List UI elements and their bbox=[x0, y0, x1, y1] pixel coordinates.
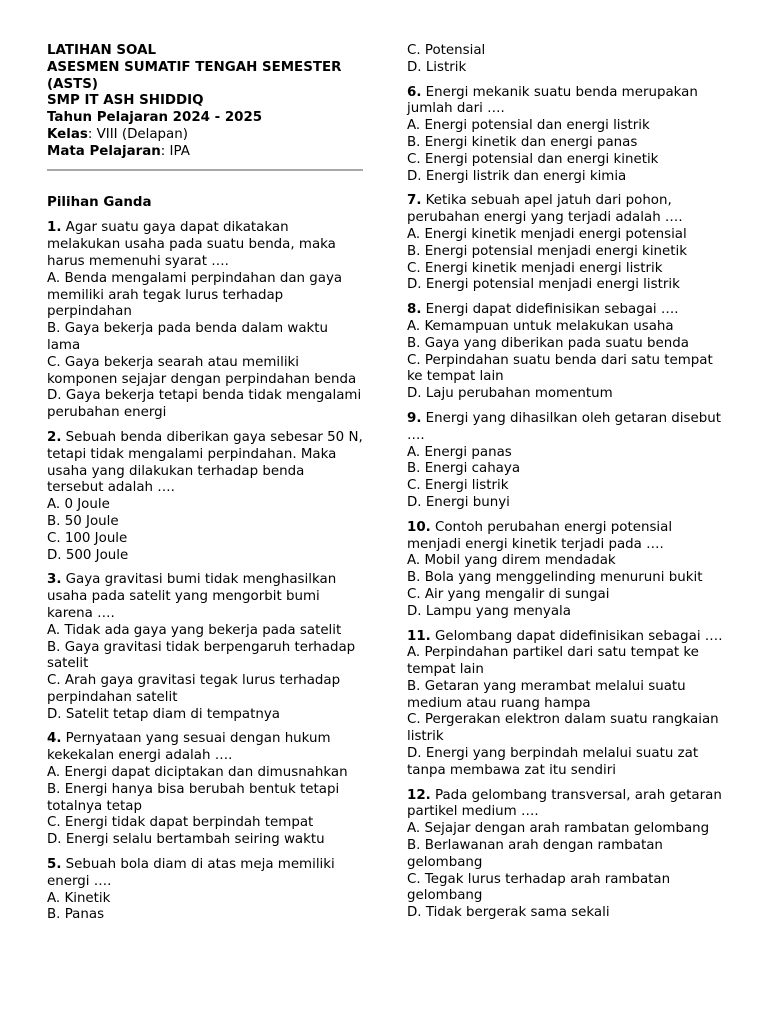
right-column bbox=[407, 43, 725, 930]
option-c: C. Tegak lurus terhadap arah rambatan gelombang bbox=[407, 871, 671, 904]
question-4 bbox=[47, 731, 363, 849]
question-text: Gaya gravitasi bumi tidak menghasilkan usaha pada satelit yang mengorbit bumi karena …. bbox=[47, 572, 337, 621]
question-12 bbox=[407, 788, 725, 922]
option-a: A. Energi potensial dan energi listrik bbox=[407, 118, 650, 134]
question-text: Gelombang dapat didefinisikan sebagai …. bbox=[430, 628, 723, 644]
option-c: C. Air yang mengalir di sungai bbox=[407, 586, 610, 602]
option-a: A. Energi panas bbox=[407, 444, 512, 460]
question-7 bbox=[407, 193, 725, 294]
option-b: B. Energi cahaya bbox=[407, 461, 521, 477]
option-b: B. Energi potensial menjadi energi kinetik bbox=[407, 243, 687, 259]
question-text: Contoh perubahan energi potensial menjadi energi kinetik terjadi pada …. bbox=[407, 519, 673, 552]
option-a: A. Energi kinetik menjadi energi potensial bbox=[407, 226, 687, 242]
question-number: 2. bbox=[47, 429, 62, 445]
question-number: 11. bbox=[407, 628, 431, 644]
question-6 bbox=[407, 85, 725, 186]
option-a: A. Kinetik bbox=[47, 890, 111, 906]
question-text: Energi yang dihasilkan oleh getaran disebut …. bbox=[407, 410, 721, 443]
header-class: Kelas: VIII (Delapan) bbox=[47, 126, 188, 142]
option-a: A. Kemampuan untuk melakukan usaha bbox=[407, 318, 674, 334]
option-c: C. Energi potensial dan energi kinetik bbox=[407, 151, 659, 167]
option-c: C. Energi kinetik menjadi energi listrik bbox=[407, 260, 663, 276]
question-number: 3. bbox=[47, 572, 62, 588]
question-text: Energi mekanik suatu benda merupakan jumlah dari …. bbox=[407, 84, 698, 117]
option-c: C. Energi tidak dapat berpindah tempat bbox=[47, 815, 314, 831]
option-b: B. Energi hanya bisa berubah bentuk tetapi totalnya tetap bbox=[47, 781, 340, 814]
option-a: A. Energi dapat diciptakan dan dimusnahkan bbox=[47, 765, 348, 781]
question-text: Agar suatu gaya dapat dikatakan melakukan usaha pada suatu benda, maka harus memenuhi syarat …. bbox=[47, 220, 336, 269]
option-d: D. 500 Joule bbox=[47, 547, 129, 563]
option-a: A. Tidak ada gaya yang bekerja pada satelit bbox=[47, 622, 342, 638]
question-10 bbox=[407, 520, 725, 621]
option-d: D. Energi potensial menjadi energi listrik bbox=[407, 277, 680, 293]
option-c: C. Perpindahan suatu benda dari satu tempat ke tempat lain bbox=[407, 352, 713, 385]
option-d: D. Laju perubahan momentum bbox=[407, 386, 613, 402]
option-d: D. Energi yang berpindah melalui suatu zat tanpa membawa zat itu sendiri bbox=[407, 746, 699, 778]
question-text: Pada gelombang transversal, arah getaran partikel medium …. bbox=[407, 787, 722, 820]
option-b: B. 50 Joule bbox=[47, 513, 119, 529]
question-2 bbox=[47, 430, 363, 564]
option-d: D. Satelit tetap diam di tempatnya bbox=[47, 706, 280, 722]
header-subject: Mata Pelajaran: IPA bbox=[47, 143, 190, 159]
question-text: Sebuah bola diam di atas meja memiliki energi …. bbox=[47, 857, 335, 889]
option-b: B. Energi kinetik dan energi panas bbox=[407, 134, 638, 150]
document-header bbox=[47, 43, 363, 161]
question-number: 7. bbox=[407, 193, 422, 209]
question-text: Sebuah benda diberikan gaya sebesar 50 N, tetapi tidak mengalami perpindahan. Maka usaha yang dilakukan terhadap benda tersebut adalah …. bbox=[47, 429, 363, 496]
header-title: LATIHAN SOAL bbox=[47, 43, 156, 58]
option-b: B. Gaya gravitasi tidak berpengaruh terhadap satelit bbox=[47, 639, 356, 672]
question-text: Ketika sebuah apel jatuh dari pohon, perubahan energi yang terjadi adalah …. bbox=[407, 193, 683, 226]
question-number: 8. bbox=[407, 302, 422, 318]
question-5-continued bbox=[407, 43, 725, 77]
question-number: 10. bbox=[407, 519, 431, 535]
question-number: 6. bbox=[407, 84, 422, 100]
question-number: 9. bbox=[407, 410, 422, 426]
option-a: A. Perpindahan partikel dari satu tempat ke tempat lain bbox=[407, 645, 699, 678]
option-d: D. Energi bunyi bbox=[407, 494, 510, 510]
header-school: SMP IT ASH SHIDDIQ bbox=[47, 93, 204, 109]
header-exam-name: ASESMEN SUMATIF TENGAH SEMESTER (ASTS) bbox=[47, 59, 342, 92]
header-academic-year: Tahun Pelajaran 2024 - 2025 bbox=[47, 110, 263, 126]
option-b: B. Bola yang menggelinding menuruni bukit bbox=[407, 570, 703, 586]
option-c: C. Potensial bbox=[407, 43, 486, 58]
option-a: A. Mobil yang direm mendadak bbox=[407, 553, 616, 569]
question-number: 1. bbox=[47, 220, 62, 236]
option-a: A. 0 Joule bbox=[47, 497, 110, 513]
option-c: C. 100 Joule bbox=[47, 530, 128, 546]
question-5 bbox=[47, 857, 363, 924]
option-b: B. Panas bbox=[47, 907, 105, 923]
option-b: B. Gaya bekerja pada benda dalam waktu lama bbox=[47, 321, 329, 353]
question-1 bbox=[47, 220, 363, 422]
option-d: D. Tidak bergerak sama sekali bbox=[407, 905, 610, 921]
option-d: D. Gaya bekerja tetapi benda tidak mengalami perubahan energi bbox=[47, 388, 362, 421]
option-c: C. Arah gaya gravitasi tegak lurus terhadap perpindahan satelit bbox=[47, 673, 341, 705]
question-3 bbox=[47, 572, 363, 723]
question-11 bbox=[407, 629, 725, 780]
option-b: B. Berlawanan arah dengan rambatan gelombang bbox=[407, 838, 663, 870]
option-b: B. Gaya yang diberikan pada suatu benda bbox=[407, 335, 689, 351]
header-divider bbox=[47, 169, 363, 171]
option-d: D. Energi listrik dan energi kimia bbox=[407, 168, 627, 184]
option-b: B. Getaran yang merambat melalui suatu medium atau ruang hampa bbox=[407, 678, 686, 711]
question-text: Energi dapat didefinisikan sebagai …. bbox=[421, 302, 679, 318]
question-number: 12. bbox=[407, 787, 431, 803]
option-c: C. Pergerakan elektron dalam suatu rangkaian listrik bbox=[407, 712, 719, 745]
question-text: Pernyataan yang sesuai dengan hukum kekekalan energi adalah …. bbox=[47, 731, 331, 764]
option-d: D. Lampu yang menyala bbox=[407, 603, 571, 619]
option-d: D. Listrik bbox=[407, 59, 467, 75]
option-c: C. Gaya bekerja searah atau memiliki komponen sejajar dengan perpindahan benda bbox=[47, 354, 357, 387]
section-title: Pilihan Ganda bbox=[47, 194, 152, 210]
option-a: A. Benda mengalami perpindahan dan gaya memiliki arah tegak lurus terhadap perpindahan bbox=[47, 270, 343, 320]
option-c: C. Energi listrik bbox=[407, 478, 509, 494]
question-number: 4. bbox=[47, 731, 62, 747]
question-number: 5. bbox=[47, 857, 62, 873]
option-d: D. Energi selalu bertambah seiring waktu bbox=[47, 832, 325, 848]
question-8 bbox=[407, 302, 725, 403]
left-column bbox=[47, 43, 363, 932]
question-9 bbox=[407, 411, 725, 512]
option-a: A. Sejajar dengan arah rambatan gelombang bbox=[407, 821, 710, 837]
